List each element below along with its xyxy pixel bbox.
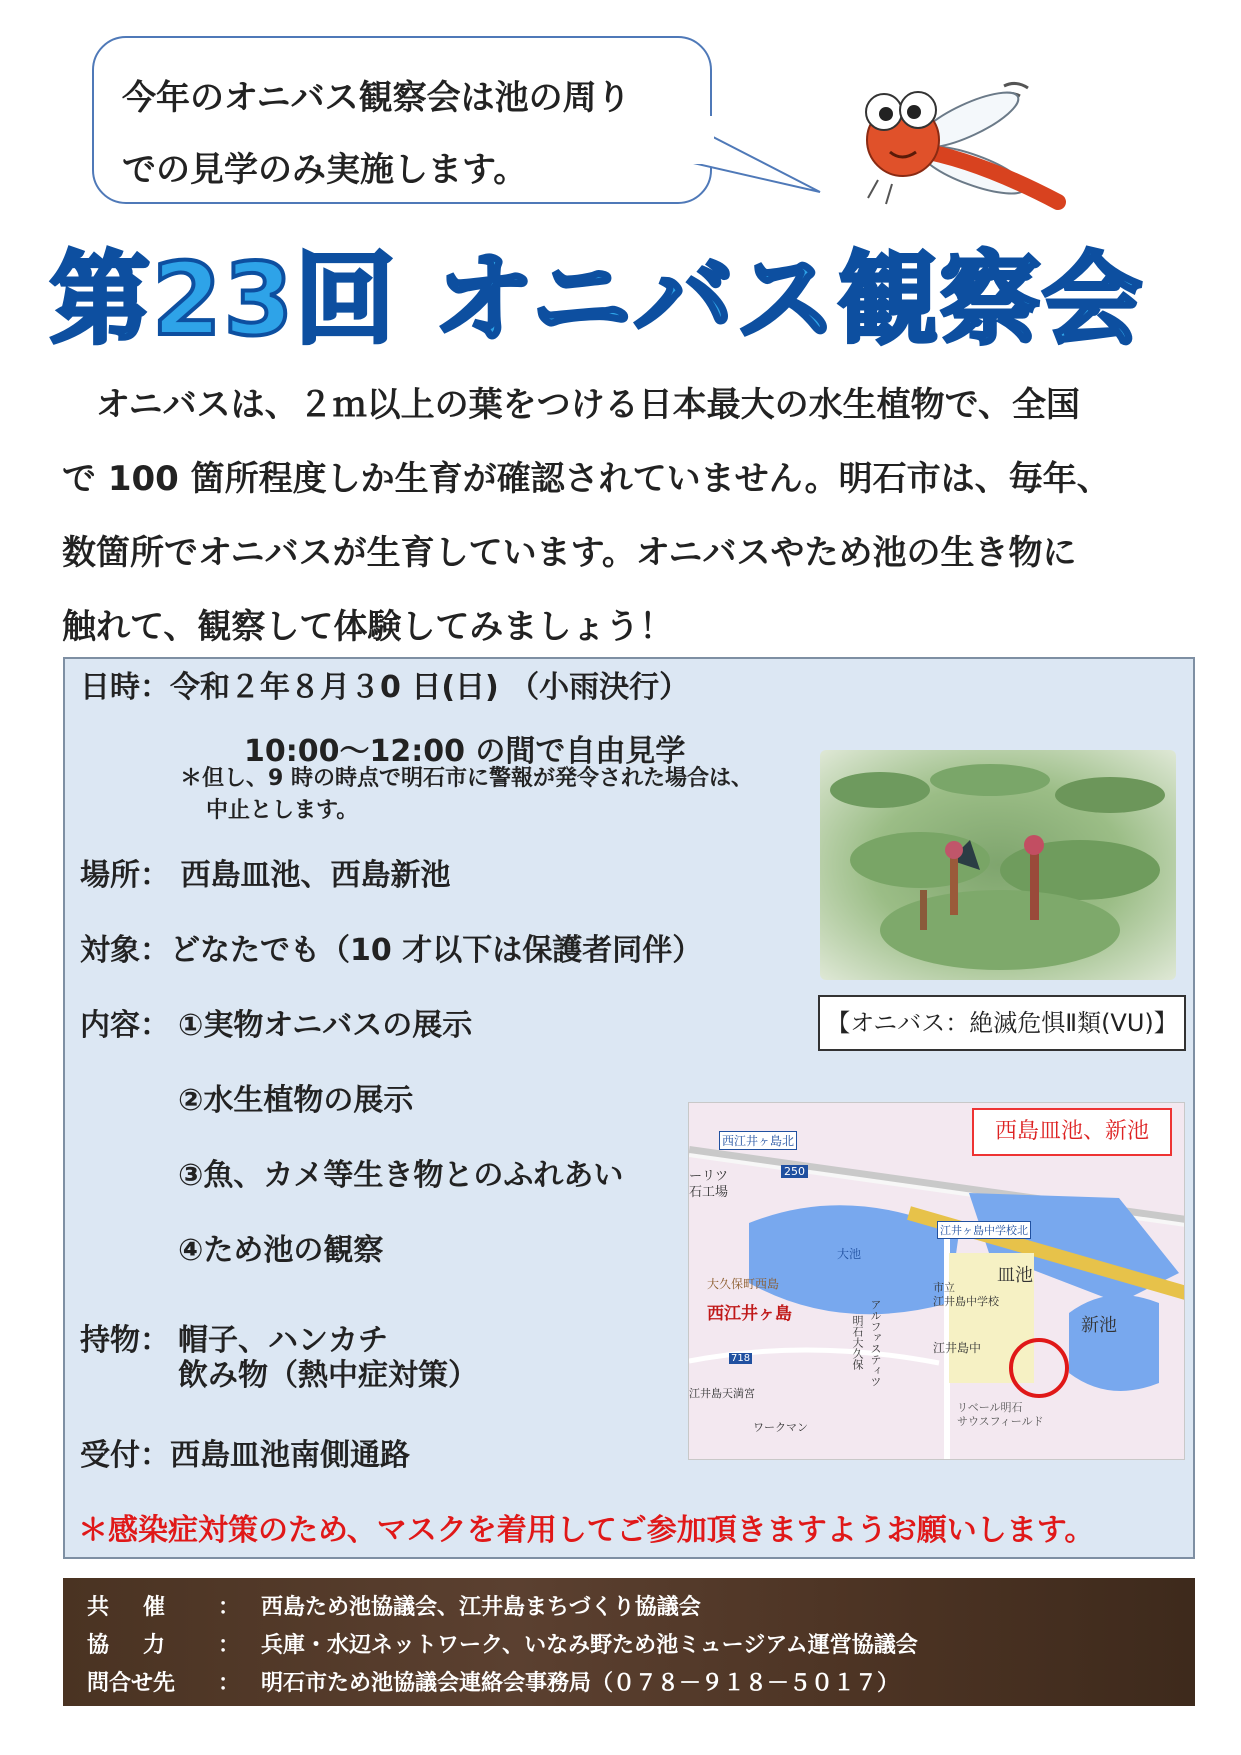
bubble-tail [680,100,830,200]
target-text: 対象：どなたでも（10 才以下は保護者同伴） [80,933,703,968]
mask-notice: ＊感染症対策のため、マスクを着用してご参加頂きますようお願いします。 [78,1513,1095,1548]
intro-line-4: 触れて、観察して体験してみましょう！ [62,607,674,647]
warning-note-2: 中止とします。 [206,798,359,823]
photo-caption: 【オニバス：絶滅危惧Ⅱ類(VU)】 [818,995,1186,1051]
map-place-ritsu: ーリツ [689,1169,729,1184]
map-place-factory: 石工場 [689,1185,729,1200]
map-route-718: 718 [731,1353,751,1364]
map-station-nishieigashima: 西江井ヶ島 [707,1304,792,1324]
footer-sep: ： [217,1671,240,1696]
bubble-line-1: 今年のオニバス観察会は池の周り [122,78,631,118]
footer-contact-label: 問合せ先 [87,1671,176,1696]
reception-text: 受付：西島皿池南側通路 [80,1438,410,1473]
warning-note-1: ＊但し、9 時の時点で明石市に警報が発令された場合は、 [180,766,753,791]
onibasu-photo [820,750,1176,980]
footer-host-label: 共催 [87,1595,200,1620]
intro-paragraph [62,368,1182,664]
organizer-footer [63,1578,1195,1706]
event-title: 第23回 オニバス観察会 [50,241,1144,358]
map-place-junior-high: 江井島中学校 [933,1295,999,1308]
content-item-2: ②水生植物の展示 [178,1083,414,1118]
footer-coop-label: 協力 [87,1633,200,1658]
map-place-southfield: サウスフィールド [957,1415,1044,1428]
bring-item-2: 飲み物（熱中症対策） [178,1358,478,1393]
map-place-liberte: リベール明石 [957,1401,1023,1414]
map-place-eigashima-naka: 江井島中 [933,1341,982,1355]
footer-row-cooperation [87,1628,918,1659]
map-route-250: 250 [781,1165,808,1178]
intro-line-2: で 100 箇所程度しか生育が確認されていません。明石市は、毎年、 [62,459,1111,499]
bring-item-1: 帽子、ハンカチ [178,1323,388,1358]
map-place-oike: 大池 [837,1247,862,1261]
content-item-1: ①実物オニバスの展示 [178,1008,473,1043]
map-pond-saraike: 皿池 [997,1265,1033,1286]
footer-row-host [87,1590,701,1621]
footer-contact-value: 明石市ため池協議会連絡会事務局（０７８－９１８－５０１７） [261,1671,900,1696]
content-item-4: ④ため池の観察 [178,1233,384,1268]
intro-line-3: 数箇所でオニバスが生育しています。オニバスやため池の生き物に [62,533,1077,573]
map-pond-shinike: 新池 [1081,1315,1117,1336]
footer-sep: ： [217,1633,240,1658]
time-text: 10:00～12:00 の間で自由見学 [244,734,686,769]
speech-bubble [92,36,712,204]
intro-line-1: オニバスは、２ｍ以上の葉をつける日本最大の水生植物で、全国 [96,385,1080,425]
footer-sep: ： [217,1595,240,1620]
map-place-nishieigashima-kita: 西江井ヶ島北 [719,1131,797,1150]
place-text: 場所： 西島皿池、西島新池 [80,858,451,893]
footer-host-value: 西島ため池協議会、江井島まちづくり協議会 [261,1595,701,1620]
map-place-workman: ワークマン [753,1421,808,1434]
footer-coop-value: 兵庫・水辺ネットワーク、いなみ野ため池ミュージアム運営協議会 [261,1633,918,1658]
map-place-tenmangu: 江井島天満宮 [689,1387,755,1400]
content-item-3: ③魚、カメ等生き物とのふれあい [178,1158,624,1193]
lotus-pond-icon [820,750,1176,980]
dragonfly-icon [848,80,1068,220]
map-label: 西島皿池、新池 [972,1108,1172,1156]
footer-row-contact [87,1666,899,1697]
content-label: 内容： [80,1008,170,1043]
bubble-line-2: での見学のみ実施します。 [122,150,528,190]
bring-label: 持物： [80,1323,170,1358]
map-place-shiritsu: 市立 [933,1281,955,1294]
datetime-text: 日時：令和２年８月３0 日(日) （小雨決行） [80,670,690,705]
map-place-okubo-nishijima: 大久保町西島 [707,1277,780,1291]
map-place-school-north: 江井ヶ島中学校北 [937,1221,1031,1239]
map-place-alpha: アルファスティツ [869,1299,882,1387]
map-place-akashi-okubo: 明石大久保 [851,1315,864,1370]
